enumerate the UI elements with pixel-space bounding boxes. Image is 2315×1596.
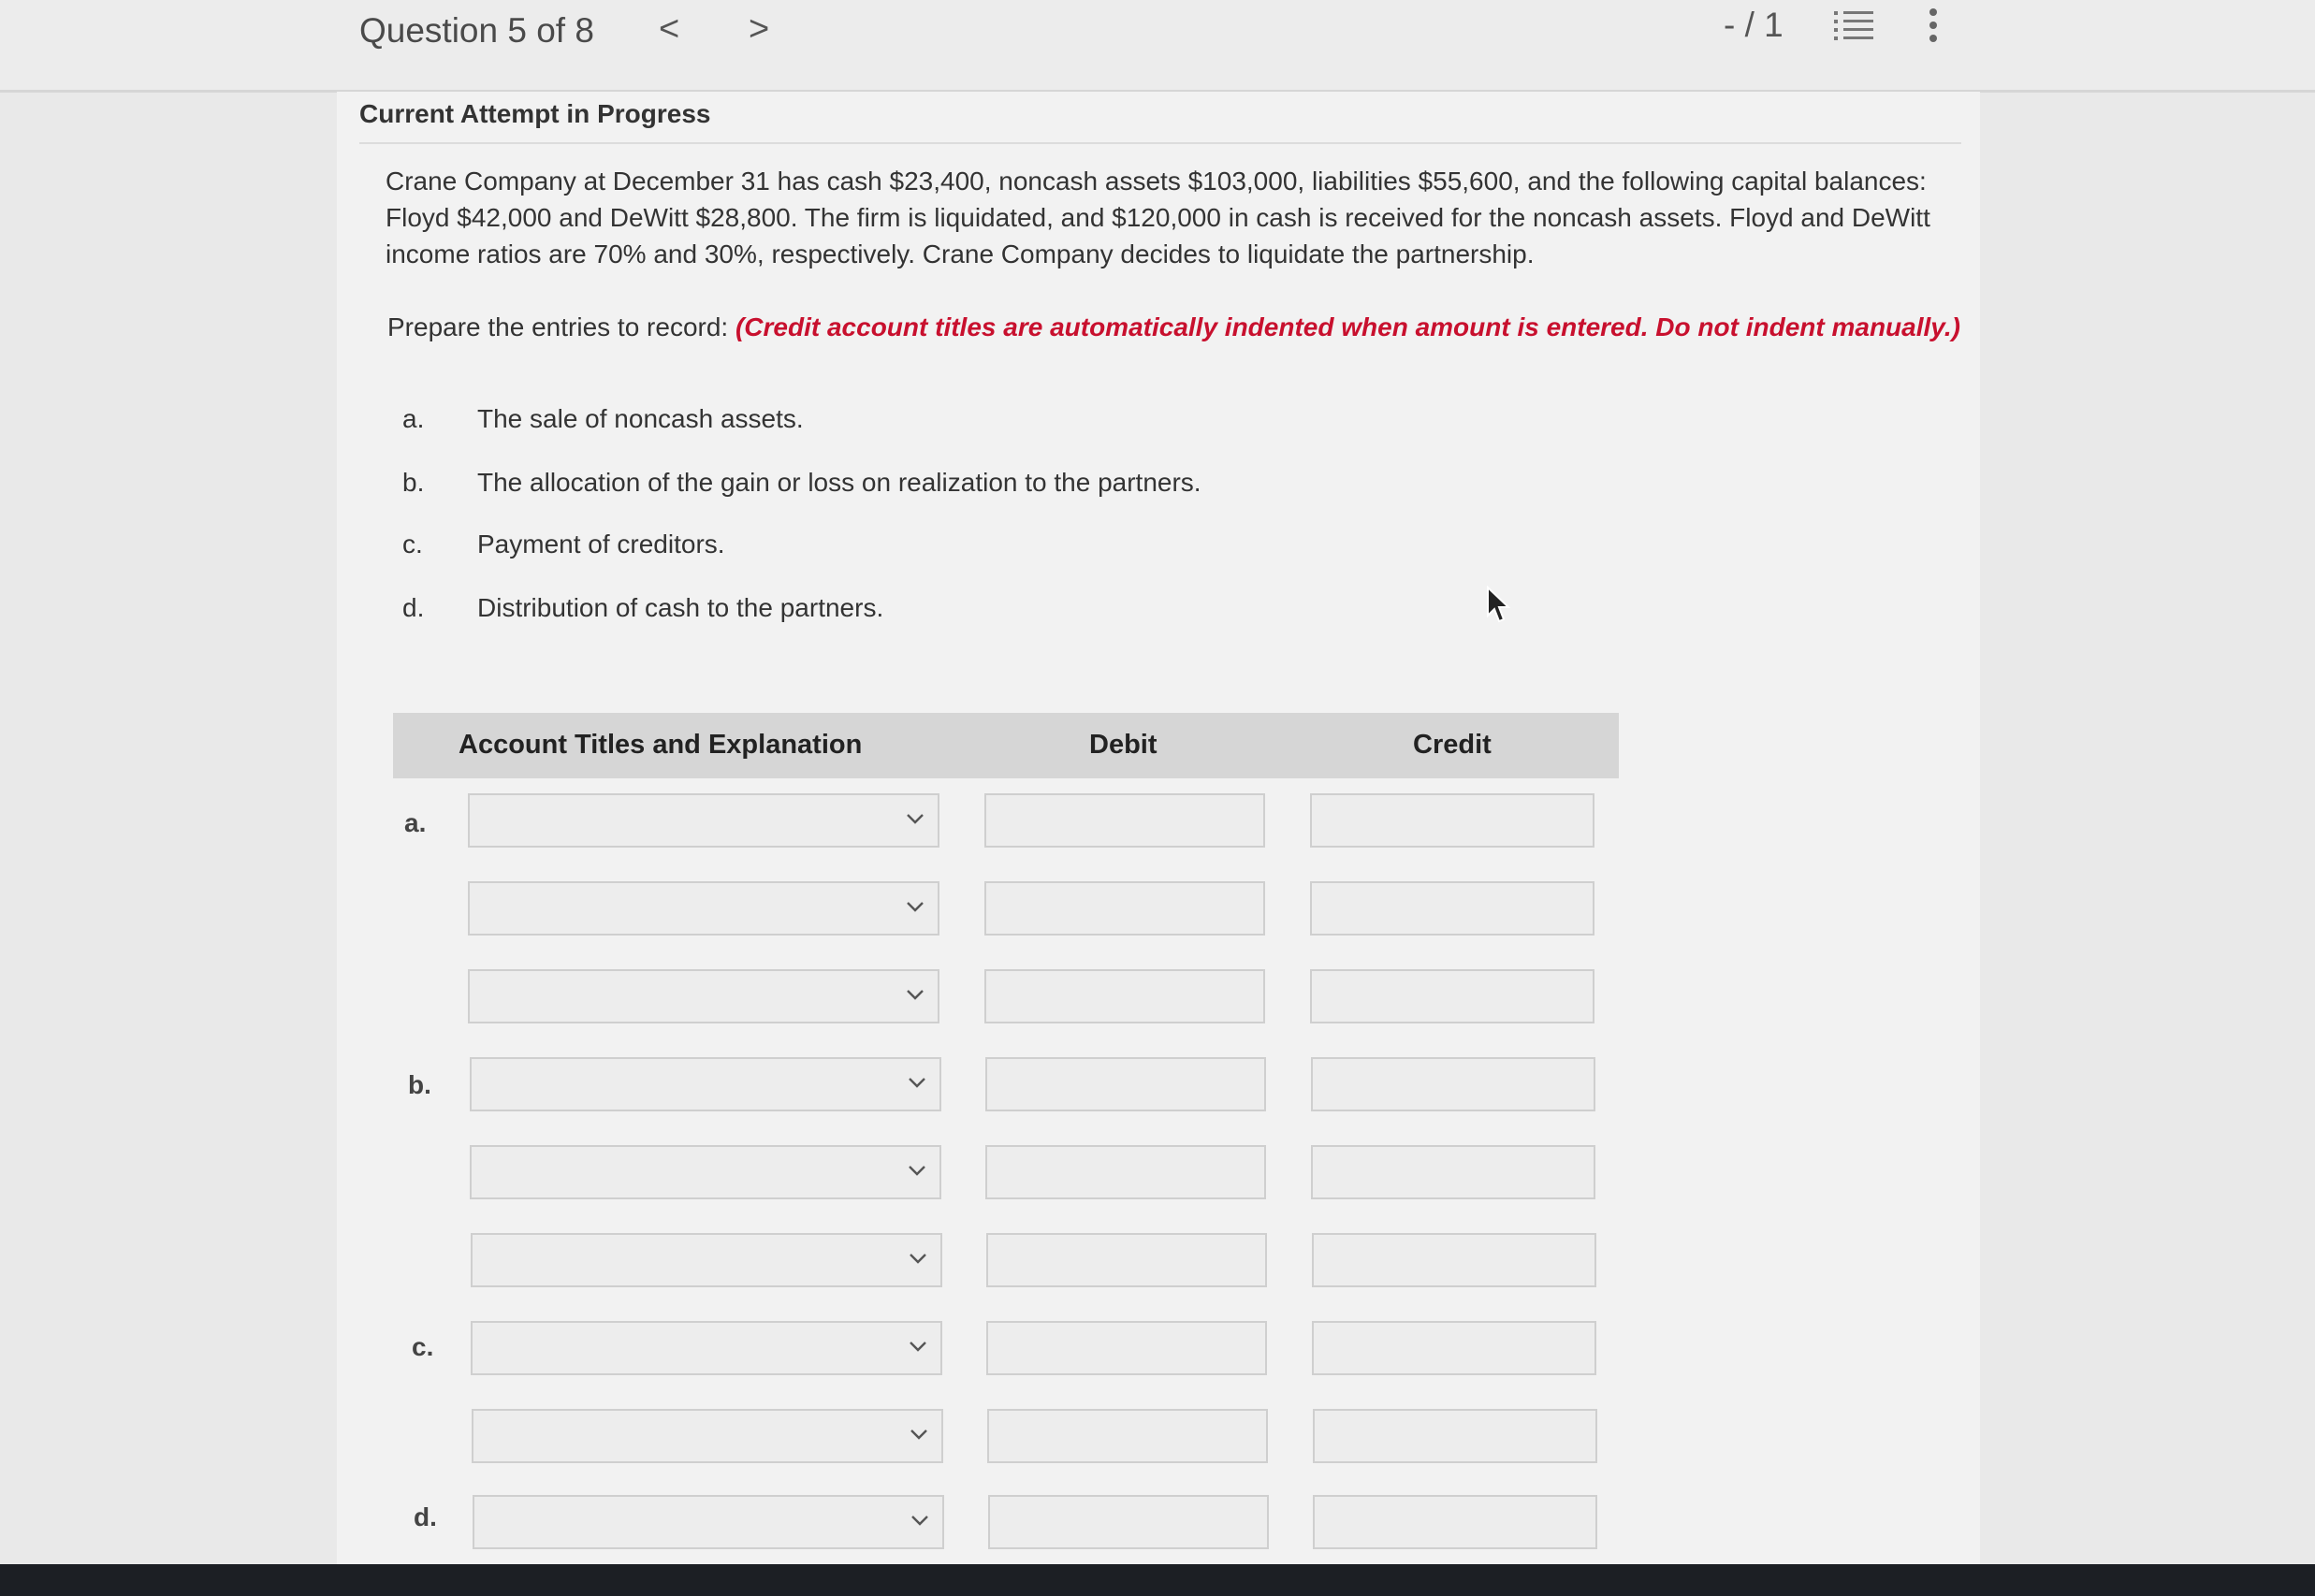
account-title-select[interactable]	[473, 1495, 944, 1549]
credit-input[interactable]	[1311, 1057, 1595, 1111]
account-title-select[interactable]	[470, 1057, 941, 1111]
screen-bezel	[0, 1564, 2315, 1596]
entry-label-d: d.	[414, 1502, 437, 1531]
question-header-bar	[0, 0, 2315, 93]
chevron-down-icon	[906, 812, 925, 825]
account-title-select[interactable]	[468, 881, 939, 936]
debit-input[interactable]	[987, 1409, 1268, 1463]
chevron-down-icon	[906, 900, 925, 913]
next-question-button[interactable]: >	[749, 9, 770, 49]
account-title-select[interactable]	[471, 1321, 942, 1375]
attempt-status-heading: Current Attempt in Progress	[359, 99, 711, 128]
score-display: - / 1	[1724, 6, 1784, 44]
debit-input[interactable]	[988, 1495, 1269, 1549]
debit-input[interactable]	[985, 1057, 1266, 1111]
debit-input[interactable]	[984, 793, 1265, 848]
requirement-text: Distribution of cash to the partners.	[477, 593, 884, 622]
chevron-down-icon	[908, 1076, 926, 1089]
credit-input[interactable]	[1311, 1145, 1595, 1199]
requirement-text: Payment of creditors.	[477, 530, 725, 559]
credit-input[interactable]	[1313, 1495, 1597, 1549]
requirement-text: The sale of noncash assets.	[477, 404, 804, 433]
entry-label-a: a.	[404, 808, 427, 837]
debit-input[interactable]	[984, 969, 1265, 1023]
account-title-select[interactable]	[468, 969, 939, 1023]
requirement-letter: d.	[402, 593, 425, 622]
debit-input[interactable]	[984, 881, 1265, 936]
debit-input[interactable]	[986, 1233, 1267, 1287]
entry-label-b: b.	[408, 1070, 431, 1099]
mouse-cursor-icon	[1486, 586, 1510, 625]
credit-input[interactable]	[1312, 1321, 1596, 1375]
account-title-select[interactable]	[472, 1409, 943, 1463]
debit-column-header: Debit	[1089, 730, 1158, 760]
divider	[359, 142, 1961, 144]
chevron-down-icon	[906, 988, 925, 1001]
prepare-instructions	[387, 312, 1960, 342]
prepare-lead-text: Prepare the entries to record:	[387, 312, 735, 341]
requirement-text: The allocation of the gain or loss on realization to the partners.	[477, 468, 1201, 497]
list-icon[interactable]	[1834, 9, 1875, 41]
account-title-select[interactable]	[471, 1233, 942, 1287]
chevron-down-icon	[910, 1514, 929, 1527]
credit-input[interactable]	[1313, 1409, 1597, 1463]
credit-input[interactable]	[1310, 969, 1594, 1023]
chevron-down-icon	[909, 1252, 927, 1265]
account-title-select[interactable]	[470, 1145, 941, 1199]
credit-input[interactable]	[1312, 1233, 1596, 1287]
credit-column-header: Credit	[1413, 730, 1492, 760]
question-content-panel	[337, 92, 1980, 1564]
debit-input[interactable]	[985, 1145, 1266, 1199]
chevron-down-icon	[909, 1340, 927, 1353]
previous-question-button[interactable]: <	[659, 9, 680, 49]
debit-input[interactable]	[986, 1321, 1267, 1375]
chevron-down-icon	[910, 1428, 928, 1441]
requirement-letter: a.	[402, 404, 425, 433]
requirement-letter: c.	[402, 530, 423, 559]
more-vertical-icon[interactable]	[1926, 7, 1941, 45]
requirement-letter: b.	[402, 468, 425, 497]
problem-statement: Crane Company at December 31 has cash $23,400, noncash assets $103,000, liabilities $55,600, and the following capital balances: Floyd $42,000 and DeWitt $28,800. The firm is liquidated, and $120,000 in cash is received for the noncash assets. Floyd and DeWitt income ratios are 70% and 30%, respectively. Crane Company decides to liquidate the partnership.	[386, 167, 1930, 268]
indent-instruction: (Credit account titles are automatically indented when amount is entered. Do not indent manually.)	[735, 312, 1960, 341]
credit-input[interactable]	[1310, 793, 1594, 848]
journal-table-header	[393, 713, 1619, 778]
entry-label-c: c.	[412, 1332, 434, 1361]
account-title-select[interactable]	[468, 793, 939, 848]
account-column-header: Account Titles and Explanation	[459, 730, 863, 760]
question-counter: Question 5 of 8	[359, 11, 594, 50]
credit-input[interactable]	[1310, 881, 1594, 936]
chevron-down-icon	[908, 1164, 926, 1177]
